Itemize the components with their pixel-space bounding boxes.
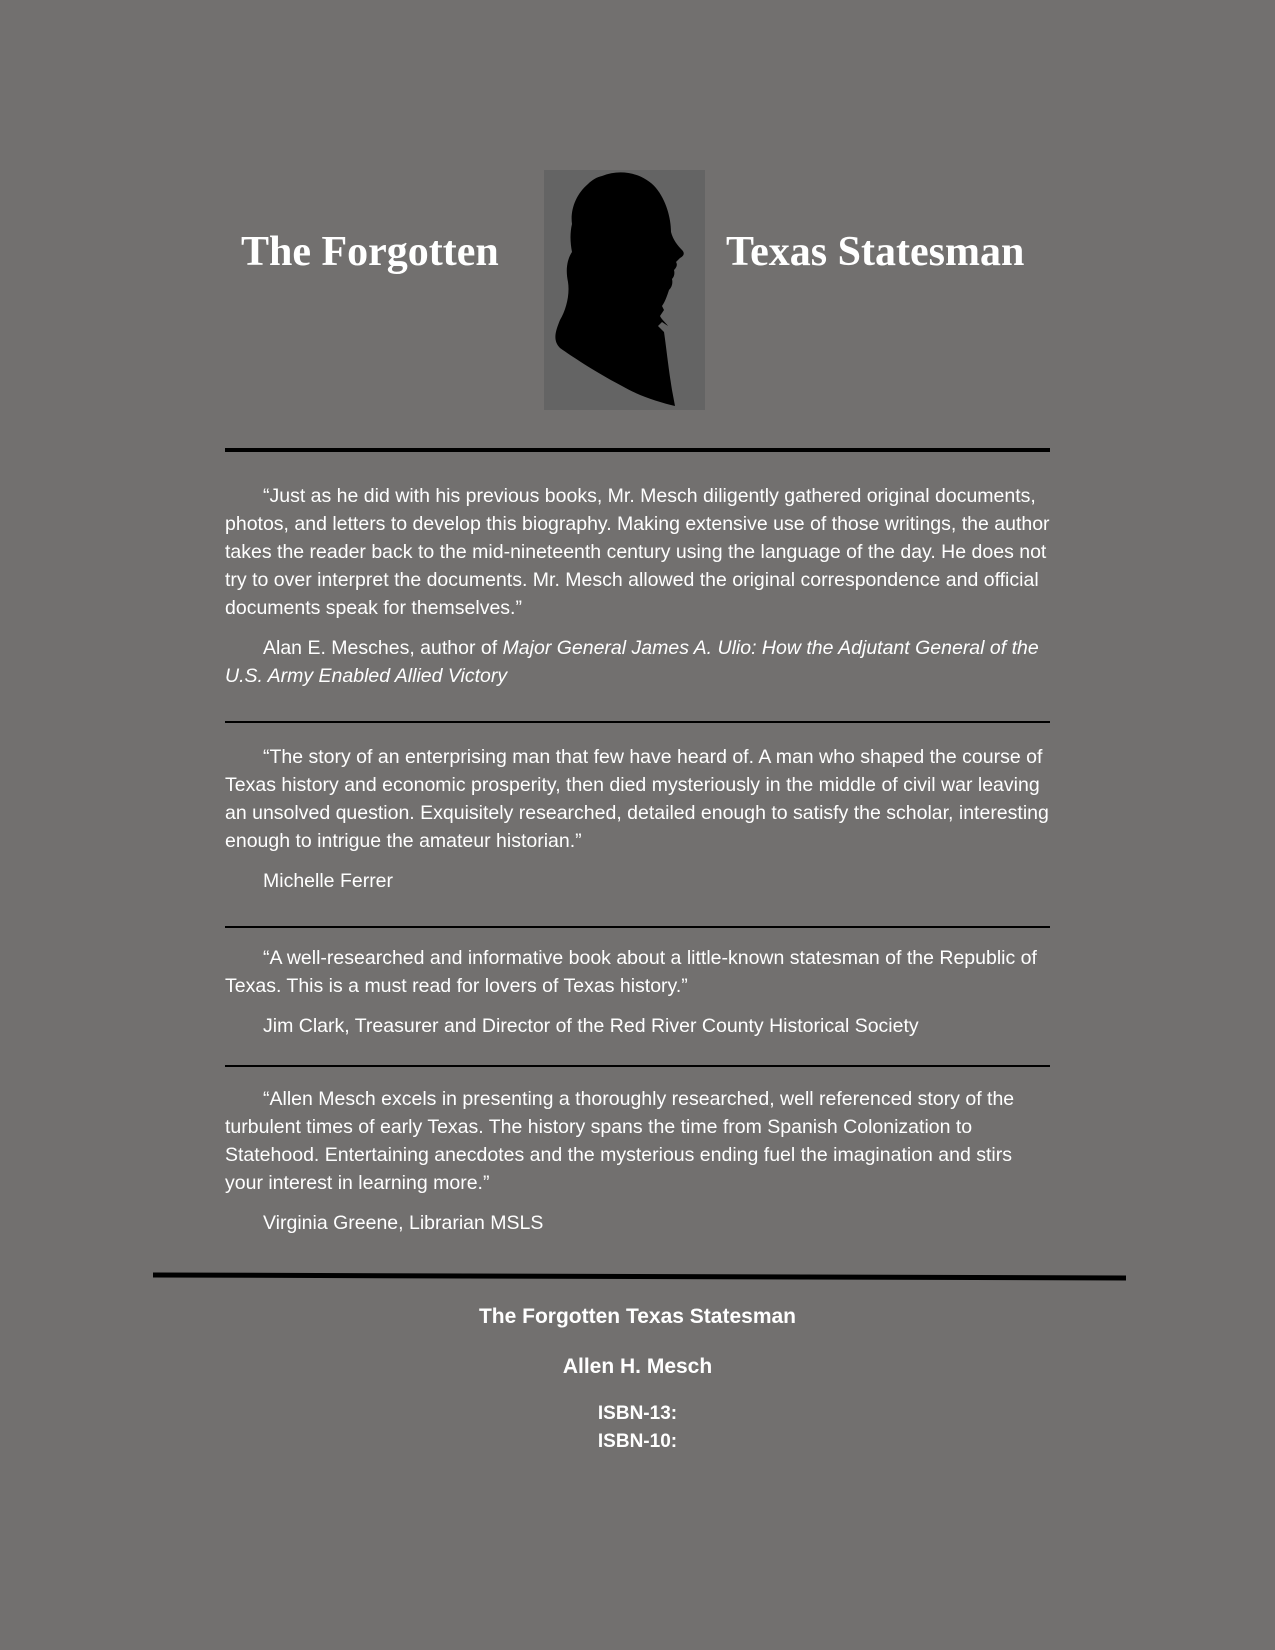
quote-block-2 (225, 743, 1050, 895)
quote-block-3 (225, 944, 1050, 1040)
quote-block-1 (225, 482, 1050, 690)
footer-author: Allen H. Mesch (562, 1355, 713, 1378)
quote-attribution-3: Jim Clark, Treasurer and Director of the Red River County Historical Society (263, 1015, 919, 1037)
quote-text-3: “A well-researched and informative book about a little-known statesman of the Republic of Texas. This is a must read for lovers of Texas history.” (225, 947, 1037, 997)
quote-text-4: “Allen Mesch excels in presenting a thoroughly researched, well referenced story of the turbulent times of early Texas. The history spans the time from Spanish Colonization to Statehood. Entertaining anecdotes and the mysterious ending fuel the imagination and stirs your interest in learning more.” (225, 1088, 1015, 1194)
divider-bottom (153, 1272, 1126, 1280)
quote-text-2: “The story of an enterprising man that few have heard of. A man who shaped the course of Texas history and economic prosperity, then died mysteriously in the middle of civil war leaving an unsolved question. Exquisitely researched, detailed enough to satisfy the scholar, interesting enough to intrigue the amateur historian.” (225, 746, 1049, 852)
divider-2 (225, 926, 1050, 928)
attribution-book-title: Major General James A. Ulio: How the Adjutant General of the U.S. Army Enabled Allied Victory (225, 637, 1039, 687)
divider-main (225, 448, 1050, 452)
quote-attribution-1 (225, 634, 1050, 690)
divider-3 (225, 1065, 1050, 1067)
quote-attribution-4: Virginia Greene, Librarian MSLS (263, 1212, 544, 1234)
silhouette-portrait-icon (544, 170, 705, 410)
quote-attribution-2: Michelle Ferrer (263, 870, 394, 892)
divider-1 (225, 721, 1050, 723)
title-right: Texas Statesman (726, 229, 1025, 275)
footer-isbn10: ISBN-10: (597, 1431, 678, 1452)
quote-text-1: “Just as he did with his previous books, Mr. Mesch diligently gathered original documents, photos, and letters to develop this biography. Making extensive use of those writings, the author takes the reader back to the mid-nineteenth century using the language of the day. He does not try to over interpret the documents. Mr. Mesch allowed the original correspondence and official documents speak for themselves.” (225, 485, 1050, 619)
title-left: The Forgotten (241, 229, 499, 275)
attribution-text-1: Alan E. Mesches, author of (263, 637, 503, 659)
footer-book-title: The Forgotten Texas Statesman (478, 1305, 796, 1328)
quote-block-4 (225, 1085, 1050, 1237)
footer-isbn13: ISBN-13: (597, 1403, 678, 1424)
